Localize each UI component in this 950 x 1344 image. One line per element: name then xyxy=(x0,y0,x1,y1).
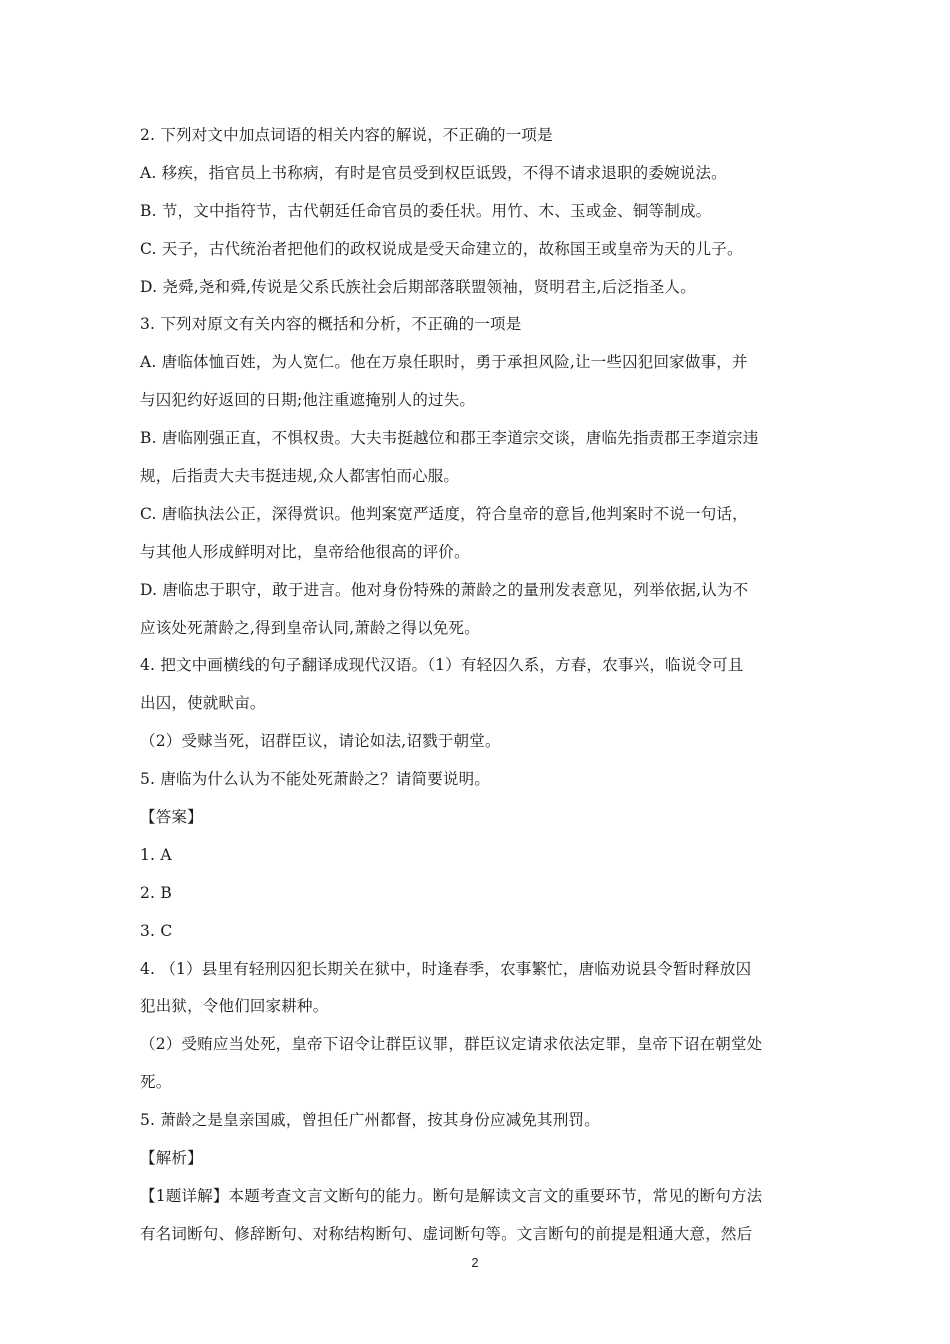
text-line: 有名词断句、修辞断句、对称结构断句、虚词断句等。文言断句的前提是粗通大意，然后 xyxy=(140,1224,753,1243)
text-line: 【答案】 xyxy=(140,808,203,827)
text-line: B. 唐临刚强正直，不惧权贵。大夫韦挺越位和郡王李道宗交谈，唐临先指责郡王李道宗违 xyxy=(140,429,759,448)
text-line: 2. B xyxy=(140,883,172,902)
text-line: C. 唐临执法公正，深得赏识。他判案宽严适度，符合皇帝的意旨,他判案时不说一句话， xyxy=(140,504,748,523)
text-line: A. 唐临体恤百姓，为人宽仁。他在万泉任职时，勇于承担风险,让一些囚犯回家做事，并 xyxy=(140,353,748,372)
document-body xyxy=(140,117,830,1254)
text-line: C. 天子，古代统治者把他们的政权说成是受天命建立的，故称国王或皇帝为天的儿子。 xyxy=(140,239,743,258)
text-line: 死。 xyxy=(140,1073,172,1092)
text-line: 犯出狱，令他们回家耕种。 xyxy=(140,997,329,1016)
text-line: A. 移疾，指官员上书称病，有时是官员受到权臣诋毁，不得不请求退职的委婉说法。 xyxy=(140,163,727,182)
text-line: D. 唐临忠于职守，敢于进言。他对身份特殊的萧龄之的量刑发表意见，列举依据,认为不 xyxy=(140,580,749,599)
text-line: 5. 萧龄之是皇亲国戚，曾担任广州都督，按其身份应减免其刑罚。 xyxy=(140,1111,600,1130)
text-line: 应该处死萧龄之,得到皇帝认同,萧龄之得以免死。 xyxy=(140,618,480,637)
text-line: B. 节，文中指符节，古代朝廷任命官员的委任状。用竹、木、玉或金、铜等制成。 xyxy=(140,201,712,220)
text-line: D. 尧舜,尧和舜,传说是父系氏族社会后期部落联盟领袖，贤明君主,后泛指圣人。 xyxy=(140,277,696,296)
text-line: 2. 下列对文中加点词语的相关内容的解说，不正确的一项是 xyxy=(140,126,553,144)
text-line: 规，后指责大夫韦挺违规,众人都害怕而心服。 xyxy=(140,467,460,486)
text-line: 3. 下列对原文有关内容的概括和分析，不正确的一项是 xyxy=(140,315,522,334)
text-line: 1. A xyxy=(140,845,172,864)
text-line: （2）受赇当死，诏群臣议，请论如法,诏戮于朝堂。 xyxy=(140,732,501,751)
text-line: 5. 唐临为什么认为不能处死萧龄之？请简要说明。 xyxy=(140,770,491,789)
text-line: 与囚犯约好返回的日期;他注重遮掩别人的过失。 xyxy=(140,391,476,410)
page-number: 2 xyxy=(471,1255,479,1270)
text-line: 【1题详解】本题考查文言文断句的能力。断句是解读文言文的重要环节，常见的断句方法 xyxy=(140,1186,763,1205)
text-line: 【解析】 xyxy=(140,1149,203,1168)
text-line: 4. 把文中画横线的句子翻译成现代汉语。（1）有轻囚久系，方春，农事兴，临说令可且 xyxy=(140,656,744,675)
text-line: （2）受贿应当处死，皇帝下诏令让群臣议罪，群臣议定请求依法定罪，皇帝下诏在朝堂处 xyxy=(140,1035,763,1054)
text-line: 4. （1）县里有轻刑囚犯长期关在狱中，时逢春季，农事繁忙，唐临劝说县令暂时释放囚 xyxy=(140,959,752,978)
text-line: 与其他人形成鲜明对比，皇帝给他很高的评价。 xyxy=(140,542,470,561)
text-line: 3. C xyxy=(140,921,173,940)
text-line: 出囚，使就畎亩。 xyxy=(140,694,266,713)
